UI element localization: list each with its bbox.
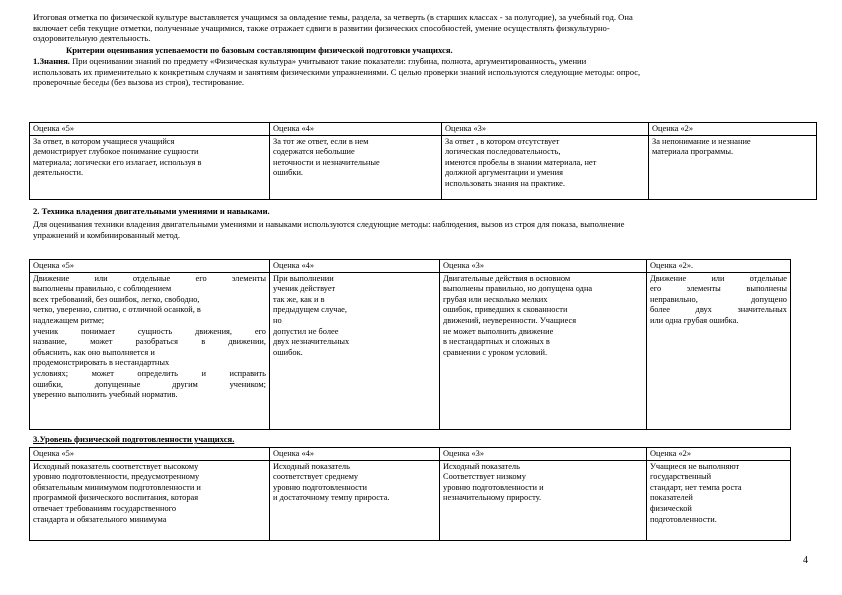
intro-line: включает себя текущие отметки, полученные учащимися, также отражает сдвиги в развитии физических способностей, умение осуществлять физкультурно-: [33, 22, 610, 33]
section-1-title: 1.Знания.: [33, 56, 70, 66]
cell-line: использовать знания на практике.: [445, 178, 565, 188]
grade-5-cell: [30, 272, 270, 429]
cell-line: При выполнении: [273, 273, 334, 283]
cell-line: ошибки.: [273, 168, 304, 178]
cell-line: материала программы.: [652, 147, 734, 157]
cell-line: его элементы выполнены: [650, 284, 787, 294]
grade-5-header: Оценка «5»: [30, 260, 270, 273]
grade-3-cell: [440, 272, 647, 429]
cell-line: соответствует среднему: [273, 472, 359, 482]
cell-line: название, может разобраться в движении,: [33, 337, 266, 347]
grade-3-header: Оценка «3»: [442, 123, 649, 136]
cell-line: Исходный показатель: [443, 461, 520, 471]
cell-line: выполнены правильно, с соблюдением: [33, 284, 172, 294]
cell-line: всех требований, без ошибок, легко, свободно,: [33, 294, 200, 304]
cell-line: но: [273, 315, 282, 325]
grade-4-header: Оценка «4»: [270, 260, 440, 273]
grade-4-header: Оценка «4»: [270, 448, 440, 461]
cell-line: Исходный показатель: [273, 461, 350, 471]
cell-line: Соответствует низкому: [443, 472, 526, 482]
cell-line: продемонстрировать в нестандартных: [33, 358, 170, 368]
technique-table: [29, 259, 791, 430]
grade-3-cell: [442, 135, 649, 199]
grade-4-cell: [270, 272, 440, 429]
cell-line: государственный: [650, 472, 712, 482]
grade-5-cell: [30, 135, 270, 199]
section-2-line: упражнений и комбинированный метод.: [33, 229, 181, 240]
grade-5-header: Оценка «5»: [30, 123, 270, 136]
grade-4-header: Оценка «4»: [270, 123, 442, 136]
cell-line: За ответ , в котором отсутствует: [445, 136, 560, 146]
cell-line: в нестандартных и сложных в: [443, 337, 550, 347]
grade-2-header: Оценка «2».: [647, 260, 791, 273]
cell-line: более двух значительных: [650, 305, 787, 315]
cell-line: Учащиеся не выполняют: [650, 461, 740, 471]
grade-2-cell: [649, 135, 817, 199]
cell-line: логическая последовательность,: [445, 147, 561, 157]
cell-line: допустил не более: [273, 326, 339, 336]
cell-line: ошибок, приведших к скованности: [443, 305, 568, 315]
cell-line: За тот же ответ, если в нем: [273, 136, 369, 146]
cell-line: За ответ, в котором учащиеся учащийся: [33, 136, 175, 146]
cell-line: Движение или отдельные: [650, 273, 787, 283]
criteria-title: Критерии оценивания успеваемости по базовым составляющим физической подготовки учащихся.: [66, 45, 453, 55]
cell-line: За непонимание и незнание: [652, 136, 751, 146]
page-number: 4: [803, 555, 808, 566]
cell-line: выполнены правильно, но допущена одна: [443, 284, 593, 294]
section-1-line: проверочные беседы (без вызова из строя), тестирование.: [33, 77, 245, 88]
cell-line: уровню подготовленности, предусмотренному: [33, 472, 200, 482]
section-2-text: [33, 219, 813, 240]
cell-line: уверенно выполнить учебный норматив.: [33, 390, 178, 400]
cell-line: движений, неуверенности. Учащиеся: [443, 315, 577, 325]
cell-line: Двигательные действия в основном: [443, 273, 571, 283]
grade-2-header: Оценка «2»: [647, 448, 791, 461]
cell-line: ошибки, допущенные другим учеником;: [33, 379, 266, 389]
intro-paragraph: [33, 12, 809, 44]
cell-line: показателей: [650, 493, 693, 503]
cell-line: материала; логически его излагает, используя в: [33, 157, 202, 167]
grade-3-header: Оценка «3»: [440, 260, 647, 273]
grade-4-cell: [270, 460, 440, 540]
cell-line: уровню подготовленности и: [443, 482, 544, 492]
cell-line: деятельности.: [33, 168, 84, 178]
grade-2-cell: [647, 272, 791, 429]
cell-line: надлежащем ритме;: [33, 315, 105, 325]
section-2-line: Для оценивания техники владения двигательными умениями и навыками используются следующие методы: наблюдения, вызов из строя для показа, выполнение: [33, 219, 625, 229]
cell-line: Движение или отдельные его элементы: [33, 273, 266, 283]
intro-line: Итоговая отметка по физической культуре выставляется учащимся за овладение темы, раздела, за четверть (в старших классах - за полугодие), за учебный год. Она: [33, 12, 633, 22]
grade-2-header: Оценка «2»: [649, 123, 817, 136]
section-2-title: 2. Техника владения двигательными умениями и навыками.: [33, 206, 270, 216]
cell-line: стандарта и обязательного минимума: [33, 514, 167, 524]
section-1-text: [33, 56, 813, 88]
cell-line: условиях; может определить и исправить: [33, 368, 266, 378]
cell-line: ученик действует: [273, 284, 336, 294]
grade-5-cell: [30, 460, 270, 540]
grade-4-cell: [270, 135, 442, 199]
cell-line: так же, как и в: [273, 294, 325, 304]
cell-line: незначительному приросту.: [443, 493, 542, 503]
fitness-table: [29, 447, 791, 541]
cell-line: и достаточному темпу прироста.: [273, 493, 390, 503]
cell-line: ученик понимает сущность движения, его: [33, 326, 266, 336]
grade-2-cell: [647, 460, 791, 540]
cell-line: имеются пробелы в знании материала, нет: [445, 157, 597, 167]
cell-line: программой физического воспитания, которая: [33, 493, 199, 503]
cell-line: Исходный показатель соответствует высокому: [33, 461, 199, 471]
cell-line: предыдущем случае,: [273, 305, 347, 315]
cell-line: сравнении с уроком условий.: [443, 347, 548, 357]
section-1-line: использовать их применительно к конкретным случаям и занятиям физическими упражнениями. С целью проверки знаний используются следующие методы: опрос,: [33, 66, 641, 77]
cell-line: подготовленности.: [650, 514, 717, 524]
cell-line: не может выполнить движение: [443, 326, 554, 336]
cell-line: или одна грубая ошибка.: [650, 315, 739, 325]
cell-line: уровню подготовленности: [273, 482, 368, 492]
cell-line: ошибок.: [273, 347, 303, 357]
grade-3-header: Оценка «3»: [440, 448, 647, 461]
cell-line: неточности и незначительные: [273, 157, 380, 167]
cell-line: неправильно, допущено: [650, 294, 787, 304]
cell-line: четко, уверенно, слитно, с отличной осанкой, в: [33, 305, 201, 315]
cell-line: объяснить, как оно выполняется и: [33, 347, 155, 357]
section-3-title: 3.Уровень физической подготовленности учащихся.: [33, 434, 235, 444]
cell-line: грубая или несколько мелких: [443, 294, 548, 304]
grade-5-header: Оценка «5»: [30, 448, 270, 461]
grade-3-cell: [440, 460, 647, 540]
cell-line: отвечает требованиям государственного: [33, 503, 177, 513]
cell-line: обязательным минимумом подготовленности и: [33, 482, 201, 492]
intro-line: оздоровительную деятельность.: [33, 33, 151, 44]
cell-line: стандарт, нет темпа роста: [650, 482, 742, 492]
knowledge-table: [29, 122, 817, 200]
cell-line: физической: [650, 503, 692, 513]
cell-line: демонстрирует глубокое понимание сущности: [33, 147, 199, 157]
cell-line: должной аргументации и умения: [445, 168, 563, 178]
section-1-line: При оценивании знаний по предмету «Физическая культура» учитывают такие показатели: глубина, полнота, аргументированность, умении: [69, 56, 587, 66]
cell-line: двух незначительных: [273, 337, 350, 347]
cell-line: содержатся небольшие: [273, 147, 355, 157]
